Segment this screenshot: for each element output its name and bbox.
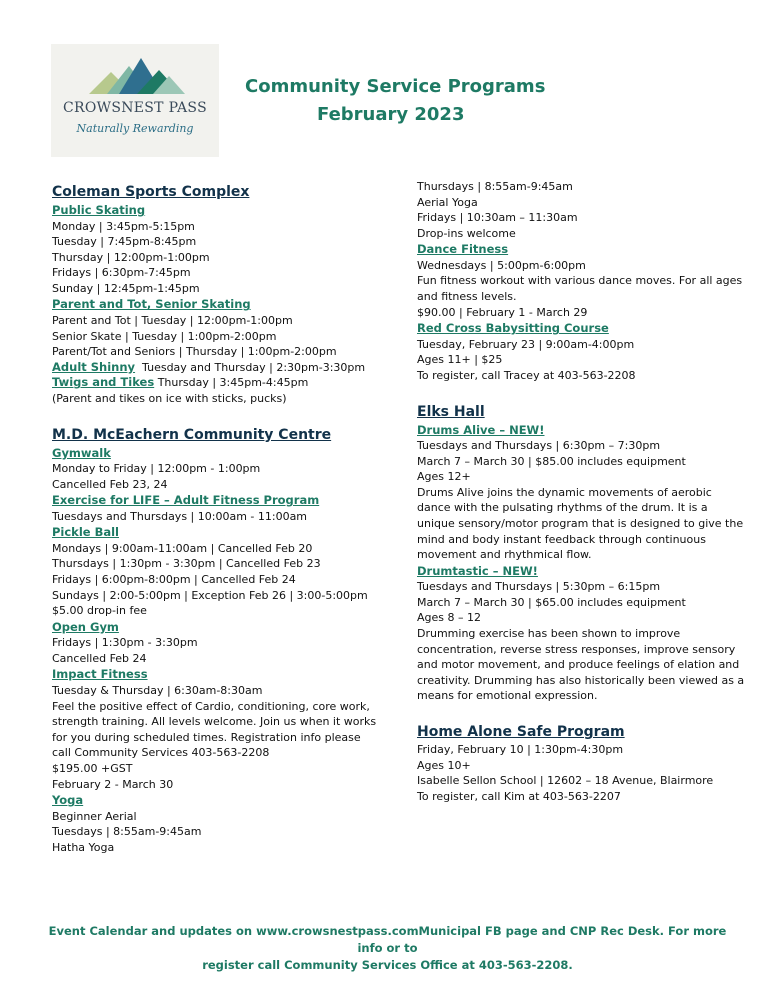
section-heading-mceachern: M.D. McEachern Community Centre [52, 426, 332, 443]
text-line: Fridays | 6:00pm-8:00pm | Cancelled Feb 24 [52, 573, 296, 586]
program-heading-babysitting: Red Cross Babysitting Course [417, 321, 609, 336]
program-heading-pickle-ball: Pickle Ball [52, 525, 119, 540]
footer-line: register call Community Services Office at 403-563-2208. [202, 958, 573, 972]
footer-line: Event Calendar and updates on www.crowsnestpass.comMunicipal FB page and CNP Rec Desk. For more info or to [48, 924, 727, 955]
crowsnest-pass-logo [51, 44, 219, 157]
text-line: mind and body instant feedback through continuous [417, 532, 706, 546]
text-line: movement and rhythmical flow. [417, 548, 592, 562]
text-line: Drums Alive joins the dynamic movements of aerobic [417, 485, 712, 499]
logo-tagline: Naturally Rewarding [76, 122, 194, 135]
program-heading-drumtastic: Drumtastic – NEW! [417, 563, 538, 578]
text-line: concentration, reverse stress responses, improve sensory [417, 642, 736, 656]
text-line: To register, call Tracey at 403-563-2208 [417, 368, 636, 382]
page-title: Community Service Programs [245, 76, 546, 97]
text-line: Isabelle Sellon School | 12602 – 18 Avenue, Blairmore [417, 774, 714, 788]
text-line: Cancelled Feb 24 [52, 651, 147, 665]
text-line: unique sensory/motor program that is designed to give the [417, 517, 744, 530]
text-line: Tuesday & Thursday | 6:30am-8:30am [52, 683, 263, 697]
section-heading-home-alone: Home Alone Safe Program [417, 724, 625, 741]
text-line: Hatha Yoga [52, 840, 115, 854]
text-line: Fridays | 1:30pm - 3:30pm [52, 636, 198, 650]
text-line: Monday | 3:45pm-5:15pm [52, 219, 195, 233]
text-line: dance with the pulsating rhythms of the drum. It is a [417, 501, 708, 515]
text-line: $90.00 | February 1 - March 29 [417, 305, 588, 319]
program-heading-gymwalk: Gymwalk [52, 445, 111, 460]
page-subtitle: February 2023 [317, 104, 465, 125]
text-line: Drumming exercise has been shown to improve [417, 627, 681, 641]
text-line: Tuesday | 7:45pm-8:45pm [52, 235, 197, 249]
text-line: Thursdays | 1:30pm - 3:30pm | Cancelled Feb 23 [52, 557, 321, 571]
text-line: strength training. All levels welcome. Join us when it works [52, 715, 377, 729]
text-line: Ages 11+ | $25 [417, 353, 503, 367]
text-line: Ages 12+ [417, 470, 471, 484]
text-line: Friday, February 10 | 1:30pm-4:30pm [417, 743, 624, 757]
text-line: Thursdays | 8:55am-9:45am [417, 180, 573, 193]
mountains-icon [51, 44, 219, 104]
program-heading-open-gym: Open Gym [52, 619, 119, 634]
text-line: Senior Skate | Tuesday | 1:00pm-2:00pm [52, 329, 277, 343]
text-line: Wednesdays | 5:00pm-6:00pm [417, 258, 586, 272]
text-line: creativity. Drumming has also historically been viewed as a [417, 673, 745, 687]
text-line: means for emotional expression. [417, 689, 598, 703]
text-line: Parent and Tot | Tuesday | 12:00pm-1:00pm [52, 313, 293, 327]
text-line: and motor movement, and produce feelings of elation and [417, 658, 740, 672]
program-heading-drums-alive: Drums Alive – NEW! [417, 422, 545, 437]
text-line: $195.00 +GST [52, 761, 133, 775]
text-line: Tuesday, February 23 | 9:00am-4:00pm [417, 337, 635, 351]
text-line: February 2 - March 30 [52, 777, 174, 791]
program-heading-impact-fitness: Impact Fitness [52, 667, 148, 682]
text-line: Mondays | 9:00am-11:00am | Cancelled Feb 20 [52, 541, 313, 555]
text-line: Tuesdays and Thursdays | 6:30pm – 7:30pm [417, 439, 661, 453]
text-line: Ages 8 – 12 [417, 611, 481, 625]
footer-note [40, 923, 735, 974]
logo-name: CROWSNEST PASS [63, 100, 207, 116]
right-column [417, 179, 745, 804]
text-line: Ages 10+ [417, 758, 471, 772]
text-line: for you during scheduled times. Registration info please [52, 730, 361, 744]
left-column [52, 180, 382, 855]
text-line: Fun fitness workout with various dance moves. For all ages [417, 274, 743, 288]
text-line: Fridays | 6:30pm-7:45pm [52, 266, 191, 280]
program-heading-public-skating: Public Skating [52, 203, 146, 217]
text-line: and fitness levels. [417, 290, 517, 304]
text-line: Monday to Friday | 12:00pm - 1:00pm [52, 462, 261, 476]
text-line: Tuesdays | 8:55am-9:45am [52, 825, 202, 839]
section-heading-coleman: Coleman Sports Complex [52, 184, 250, 200]
program-heading-parent-tot: Parent and Tot, Senior Skating [52, 297, 251, 312]
text-line: call Community Services 403-563-2208 [52, 746, 270, 760]
text-line: Fridays | 10:30am – 11:30am [417, 211, 578, 225]
text-line: March 7 – March 30 | $65.00 includes equipment [417, 595, 686, 609]
program-heading-dance-fitness: Dance Fitness [417, 242, 509, 257]
text-line: Drop-ins welcome [417, 226, 516, 240]
text-line: Parent/Tot and Seniors | Thursday | 1:00pm-2:00pm [52, 345, 337, 359]
text-line: Feel the positive effect of Cardio, conditioning, core work, [52, 699, 370, 713]
text-line: $5.00 drop-in fee [52, 604, 147, 618]
text-inline: Thursday | 3:45pm-4:45pm [157, 376, 309, 390]
text-line: Cancelled Feb 23, 24 [52, 477, 168, 491]
text-line: Aerial Yoga [417, 195, 478, 209]
program-heading-twigs-tikes: Twigs and Tikes [52, 375, 155, 390]
text-inline: Tuesday and Thursday | 2:30pm-3:30pm [142, 360, 366, 374]
text-line: Beginner Aerial [52, 809, 137, 823]
text-line: Tuesdays and Thursdays | 10:00am - 11:00am [52, 509, 308, 523]
program-heading-adult-shinny: Adult Shinny [52, 359, 136, 374]
text-line: Sundays | 2:00-5:00pm | Exception Feb 26 | 3:00-5:00pm [52, 588, 368, 602]
program-heading-exercise-life: Exercise for LIFE – Adult Fitness Program [52, 493, 320, 508]
text-line: March 7 – March 30 | $85.00 includes equipment [417, 454, 686, 468]
text-line: (Parent and tikes on ice with sticks, pucks) [52, 391, 287, 405]
text-line: Thursday | 12:00pm-1:00pm [52, 250, 210, 264]
twigs-tikes-line [52, 375, 382, 391]
text-line: To register, call Kim at 403-563-2207 [417, 789, 621, 803]
text-line: Tuesdays and Thursdays | 5:30pm – 6:15pm [417, 580, 661, 594]
section-heading-elks-hall: Elks Hall [417, 403, 485, 420]
program-heading-yoga: Yoga [52, 793, 84, 808]
adult-shinny-line [52, 360, 382, 376]
text-line: Sunday | 12:45pm-1:45pm [52, 281, 200, 295]
